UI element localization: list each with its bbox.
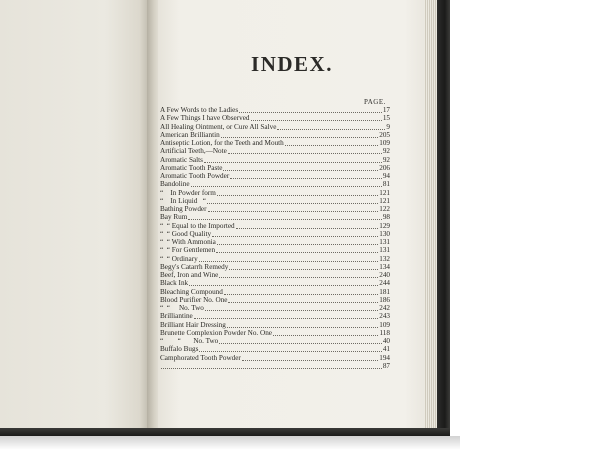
index-entry — [160, 123, 390, 131]
entry-label: Antiseptic Lotion, for the Teeth and Mouth — [160, 139, 284, 147]
entry-page: 131 — [379, 246, 390, 255]
dot-leader — [189, 280, 378, 286]
entry-page: 40 — [382, 337, 390, 345]
book-cover-edge — [437, 0, 450, 434]
entry-page: 181 — [379, 287, 390, 296]
entry-page: 118 — [379, 328, 390, 337]
dot-leader — [188, 214, 381, 220]
dot-leader — [216, 247, 378, 253]
dot-leader — [273, 330, 378, 336]
entry-label: Artificial Teeth,—Note — [160, 147, 227, 156]
entry-label: Camphorated Tooth Powder — [160, 353, 241, 362]
entry-page: 242 — [379, 304, 390, 312]
entry-page: 109 — [379, 139, 390, 147]
index-entry — [160, 246, 390, 254]
dot-leader — [219, 338, 382, 344]
entry-label: Beef, Iron and Wine — [160, 271, 219, 279]
dot-leader — [191, 181, 382, 187]
dot-leader — [207, 198, 378, 204]
entry-label: “ In Liquid “ — [160, 196, 206, 205]
entry-page: 92 — [382, 147, 390, 156]
entry-label: Aromatic Salts — [160, 155, 203, 164]
dot-leader — [199, 346, 381, 352]
dot-leader — [224, 289, 378, 295]
page-column-header: PAGE. — [364, 98, 386, 106]
left-page — [0, 0, 150, 434]
entry-page: 94 — [382, 172, 390, 180]
index-entry — [160, 197, 390, 205]
dot-leader — [217, 239, 378, 245]
book-cover-bottom — [0, 428, 450, 436]
index-entry — [160, 337, 390, 345]
dot-leader — [285, 140, 378, 146]
dot-leader — [223, 165, 378, 171]
dot-leader — [242, 355, 378, 361]
dot-leader — [239, 107, 382, 113]
entry-label: All Healing Ointment, or Cure All Salve — [160, 122, 277, 131]
entry-page: 243 — [379, 312, 390, 321]
index-entry — [160, 296, 390, 304]
dot-leader — [236, 223, 379, 229]
entry-page: 206 — [379, 163, 390, 172]
entry-page: 122 — [379, 205, 390, 213]
dot-leader — [230, 173, 382, 179]
index-entry — [160, 321, 390, 329]
entry-page: 244 — [379, 279, 390, 288]
index-entry — [160, 263, 390, 271]
entry-label: American Brilliantin — [160, 130, 220, 139]
index-entry — [160, 172, 390, 180]
dot-leader — [277, 124, 385, 130]
dot-leader — [228, 297, 378, 303]
dot-leader — [205, 305, 378, 311]
entry-label: Buffalo Bugs — [160, 345, 199, 354]
index-entry — [160, 238, 390, 246]
dot-leader — [204, 157, 382, 163]
entry-page: 131 — [379, 238, 390, 246]
dot-leader — [251, 115, 382, 121]
index-entry — [160, 329, 390, 337]
dot-leader — [228, 148, 382, 154]
index-entry — [160, 114, 390, 122]
dot-leader — [221, 132, 379, 138]
index-entry — [160, 230, 390, 238]
page-title: INDEX. — [251, 52, 333, 76]
index-entry — [160, 312, 390, 320]
entry-label: Black Ink — [160, 279, 189, 288]
entry-page: 81 — [382, 180, 390, 189]
entry-label: Aromatic Tooth Paste — [160, 163, 223, 172]
dot-leader — [219, 272, 378, 278]
entry-label: Bathing Powder — [160, 205, 207, 213]
entry-page: 129 — [379, 221, 390, 230]
index-entry — [160, 106, 390, 114]
index-entry — [160, 354, 390, 362]
index-entry — [160, 139, 390, 147]
entry-label: “ “ Ordinary — [160, 254, 198, 263]
index-entry — [160, 362, 390, 370]
entry-label: A Few Words to the Ladies — [160, 106, 239, 114]
dot-leader — [212, 231, 378, 237]
index-entry — [160, 164, 390, 172]
entry-page: 205 — [379, 130, 390, 139]
entry-label: Brunette Complexion Powder No. One — [160, 328, 272, 337]
index-entry — [160, 304, 390, 312]
entry-page: 132 — [379, 254, 390, 263]
entry-page: 15 — [382, 114, 390, 123]
entry-page: 121 — [379, 196, 390, 205]
index-entry — [160, 205, 390, 213]
index-entry — [160, 255, 390, 263]
index-entry — [160, 147, 390, 155]
entry-page: 134 — [379, 262, 390, 271]
entry-label: “ “ No. Two — [160, 337, 219, 345]
index-entry — [160, 271, 390, 279]
entry-label: A Few Things I have Observed — [160, 114, 250, 123]
entry-label: Begy's Catarrh Remedy — [160, 262, 229, 271]
dot-leader — [208, 206, 379, 212]
entry-label: “ “ Equal to the Imported — [160, 221, 235, 230]
index-entry — [160, 131, 390, 139]
entry-page: 9 — [386, 122, 390, 131]
entry-page: 17 — [382, 106, 390, 114]
entry-label: Brilliantine — [160, 312, 193, 321]
entry-page: 194 — [379, 353, 390, 362]
index-entry — [160, 345, 390, 353]
entry-label: “ “ No. Two — [160, 304, 204, 312]
entry-label: “ “ Good Quality — [160, 229, 212, 238]
index-entry — [160, 213, 390, 221]
entry-page: 121 — [379, 188, 390, 197]
entry-page: 130 — [379, 229, 390, 238]
entry-label: “ “ For Gentlemen — [160, 246, 216, 255]
entry-page: 41 — [382, 345, 390, 354]
index-entry — [160, 156, 390, 164]
index-entry — [160, 288, 390, 296]
entry-page: 240 — [379, 271, 390, 279]
entry-label: Brilliant Hair Dressing — [160, 320, 226, 329]
entry-label: Bandoline — [160, 180, 190, 189]
dot-leader — [199, 256, 379, 262]
index-list — [160, 106, 390, 370]
entry-page: 98 — [382, 213, 390, 222]
entry-page: 87 — [382, 361, 390, 370]
index-entry — [160, 189, 390, 197]
entry-label: “ “ With Ammonia — [160, 238, 216, 246]
dot-leader — [194, 313, 378, 319]
index-entry — [160, 222, 390, 230]
entry-page: 92 — [382, 155, 390, 164]
entry-page: 186 — [379, 295, 390, 304]
entry-label: Aromatic Tooth Powder — [160, 172, 230, 180]
book-shadow — [0, 436, 460, 450]
entry-label: Blood Purifier No. One — [160, 295, 228, 304]
dot-leader — [227, 322, 378, 328]
dot-leader — [161, 363, 382, 369]
index-entry — [160, 279, 390, 287]
dot-leader — [217, 190, 378, 196]
entry-label: “ In Powder form — [160, 188, 216, 197]
dot-leader — [229, 264, 378, 270]
entry-label: Bay Rum — [160, 213, 188, 222]
entry-label: Bleaching Compound — [160, 287, 223, 296]
entry-page: 109 — [379, 320, 390, 329]
index-entry — [160, 180, 390, 188]
